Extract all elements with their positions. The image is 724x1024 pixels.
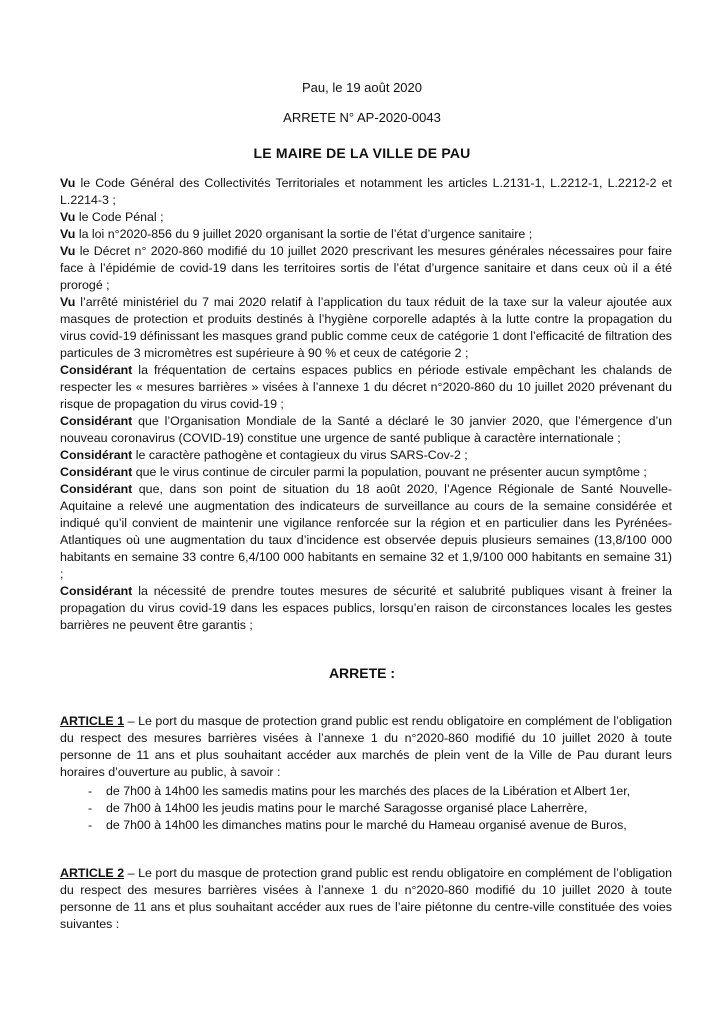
article-2-text: – Le port du masque de protection grand public est rendu obligatoire en complément de l’obligation du respect des mesures barrières visées à l’annexe 1 du n°2020-860 modifié du 10 juillet 2020 à toute personne de 11 ans et plus souhaitant accéder aux rues de l’aire piétonne du centre-ville constituée des voies suivantes : bbox=[60, 866, 672, 931]
consideration-keyword: Vu bbox=[60, 295, 76, 309]
consideration-item bbox=[60, 413, 672, 447]
list-item: - de 7h00 à 14h00 les jeudis matins pour le marché Saragosse organisé place Laherrère, bbox=[88, 800, 672, 817]
consideration-text: le Décret n° 2020-860 modifié du 10 juillet 2020 prescrivant les mesures générales nécessaires pour faire face à l’épidémie de covid-19 dans les territoires sortis de l’état d’urgence sanitaire et dans ceux où il a été prorogé ; bbox=[60, 244, 672, 292]
consideration-keyword: Considérant bbox=[60, 363, 133, 377]
consideration-item bbox=[60, 243, 672, 294]
document-heading: LE MAIRE DE LA VILLE DE PAU bbox=[253, 145, 471, 161]
consideration-text: la nécessité de prendre toutes mesures de sécurité et salubrité publiques visant à freiner la propagation du virus covid-19 dans les espaces publics, lorsqu’en raison de circonstances locales les gestes barrières ne peuvent être garantis ; bbox=[60, 584, 672, 632]
article-1-paragraph bbox=[60, 713, 672, 781]
article-2-label: ARTICLE 2 bbox=[60, 866, 125, 880]
consideration-text: le caractère pathogène et contagieux du virus SARS-Cov-2 ; bbox=[132, 448, 468, 462]
article-1-text: – Le port du masque de protection grand public est rendu obligatoire en complément de l’obligation du respect des mesures barrières visées à l’annexe 1 du n°2020-860 modifié du 10 juillet 2020 à toute personne de 11 ans et plus souhaitant accéder aux marchés de plein vent de la Ville de Pau durant leurs horaires d’ouverture au public, à savoir : bbox=[60, 714, 672, 779]
consideration-keyword: Vu bbox=[60, 176, 76, 190]
consideration-item bbox=[60, 209, 672, 226]
consideration-item bbox=[60, 583, 672, 634]
consideration-keyword: Vu bbox=[60, 210, 76, 224]
consideration-text: le Code Général des Collectivités Territoriales et notamment les articles L.2131-1, L.2212-1, L.2212-2 et L.2214-3 ; bbox=[60, 176, 672, 207]
considerations-block bbox=[60, 175, 672, 634]
consideration-item bbox=[60, 464, 672, 481]
decision-title: ARRETE : bbox=[328, 665, 396, 681]
consideration-item bbox=[60, 226, 672, 243]
consideration-item bbox=[60, 175, 672, 209]
consideration-item bbox=[60, 294, 672, 362]
consideration-keyword: Considérant bbox=[60, 414, 133, 428]
article-2-paragraph bbox=[60, 865, 672, 933]
consideration-item bbox=[60, 481, 672, 583]
consideration-keyword: Considérant bbox=[60, 482, 133, 496]
consideration-text: le Code Pénal ; bbox=[75, 210, 164, 224]
list-item: - de 7h00 à 14h00 les dimanches matins pour le marché du Hameau organisé avenue de Buros, bbox=[88, 817, 672, 834]
consideration-text: l’arrêté ministériel du 7 mai 2020 relatif à l’application du taux réduit de la taxe sur la valeur ajoutée aux masques de protection et produits destinés à l’hygiène corporelle adaptés à la lutte contre la propagation du virus covid-19 définissant les masques grand public comme ceux de catégorie 1 dont l’efficacité de filtration des particules de 3 micromètres est supérieure à 90 % et ceux de catégorie 2 ; bbox=[60, 295, 672, 360]
article-2 bbox=[60, 865, 672, 933]
consideration-keyword: Considérant bbox=[60, 584, 133, 598]
consideration-keyword: Vu bbox=[60, 227, 76, 241]
consideration-item bbox=[60, 447, 672, 464]
consideration-item bbox=[60, 362, 672, 413]
consideration-text: que, dans son point de situation du 18 août 2020, l’Agence Régionale de Santé Nouvelle-Aquitaine a relevé une augmentation des indicateurs de surveillance au cours de la semaine considérée et indiqué qu’il convient de maintenir une vigilance renforcée sur la région et en particulier dans les Pyrénées-Atlantiques où une augmentation du taux d’incidence est observée depuis plusieurs semaines (13,8/100 000 habitants en semaine 33 contre 6,4/100 000 habitants en semaine 32 et 1,9/100 000 habitants en semaine 31) ; bbox=[60, 482, 672, 581]
consideration-text: que l’Organisation Mondiale de la Santé a déclaré le 30 janvier 2020, que l’émergence d’un nouveau coronavirus (COVID-19) constitue une urgence de santé publique à caractère internationale ; bbox=[60, 414, 672, 445]
date-line: Pau, le 19 août 2020 bbox=[302, 80, 422, 95]
consideration-keyword: Vu bbox=[60, 244, 76, 258]
consideration-keyword: Considérant bbox=[60, 448, 133, 462]
consideration-text: la loi n°2020-856 du 9 juillet 2020 organisant la sortie de l’état d’urgence sanitaire ; bbox=[75, 227, 533, 241]
article-1 bbox=[60, 713, 672, 834]
consideration-keyword: Considérant bbox=[60, 465, 133, 479]
article-1-list bbox=[60, 783, 672, 834]
list-item: - de 7h00 à 14h00 les samedis matins pour les marchés des places de la Libération et Albert 1er, bbox=[88, 783, 672, 800]
consideration-text: que le virus continue de circuler parmi la population, pouvant ne présenter aucun symptôme ; bbox=[132, 465, 647, 479]
article-1-label: ARTICLE 1 bbox=[60, 714, 125, 728]
decree-reference: ARRETE N° AP-2020-0043 bbox=[283, 110, 441, 125]
consideration-text: la fréquentation de certains espaces publics en période estivale empêchant les chalands de respecter les « mesures barrières » visées à l’annexe 1 du décret n°2020-860 du 10 juillet 2020 prévenant du risque de propagation du virus covid-19 ; bbox=[60, 363, 672, 411]
